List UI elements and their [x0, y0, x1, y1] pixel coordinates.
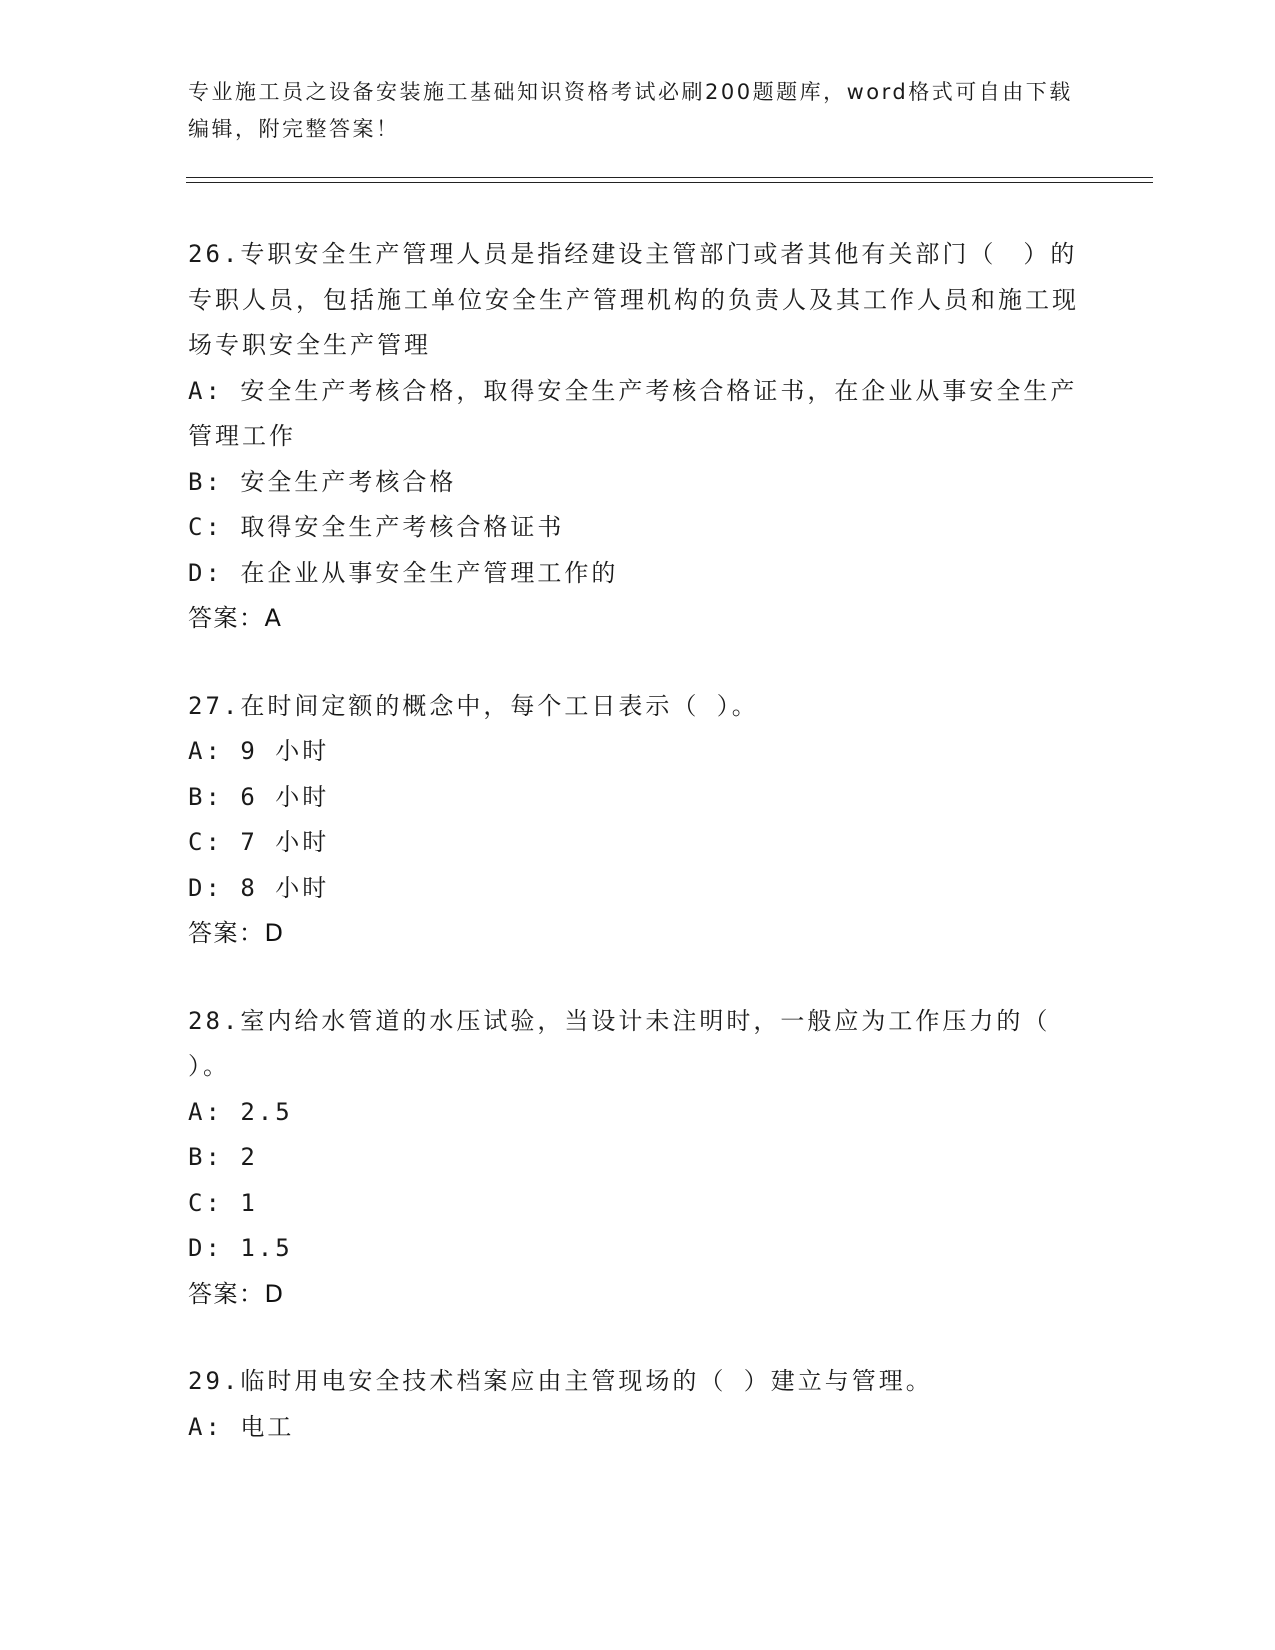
question-29	[188, 1359, 1088, 1450]
document-header-title: 专业施工员之设备安装施工基础知识资格考试必刷200题题库，word格式可自由下载编辑，附完整答案！	[188, 80, 1073, 141]
question-stem: 28.室内给水管道的水压试验，当设计未注明时，一般应为工作压力的（ ）。	[188, 1006, 1051, 1080]
answer-line	[188, 911, 1088, 957]
option-d: D: 1.5	[188, 1234, 293, 1262]
option-c: C: 取得安全生产考核合格证书	[188, 513, 565, 541]
option-b: B: 2	[188, 1143, 258, 1171]
option-d: D: 8 小时	[188, 873, 330, 902]
question-27	[188, 684, 1088, 957]
question-28	[188, 999, 1088, 1318]
answer-value: D	[264, 1279, 285, 1308]
answer-value: A	[264, 604, 283, 632]
answer-label: 答案：	[188, 604, 265, 632]
option-b: B: 6 小时	[188, 782, 330, 811]
option-b: B: 安全生产考核合格	[188, 467, 457, 496]
option-d: D: 在企业从事安全生产管理工作的	[188, 558, 619, 587]
question-stem: 29.临时用电安全技术档案应由主管现场的（ ）建立与管理。	[188, 1367, 933, 1395]
answer-value: D	[264, 919, 285, 947]
answer-label: 答案：	[188, 1279, 265, 1308]
question-26	[188, 232, 1088, 642]
option-a: A: 9 小时	[188, 737, 330, 765]
question-stem: 27.在时间定额的概念中，每个工日表示（ ）。	[188, 691, 759, 720]
option-a: A: 电工	[188, 1412, 295, 1441]
option-c: C: 1	[188, 1188, 258, 1217]
option-a: A: 安全生产考核合格，取得安全生产考核合格证书，在企业从事安全生产管理工作	[188, 376, 1078, 450]
header-divider-bottom	[186, 182, 1153, 183]
header-divider-top	[186, 177, 1153, 178]
question-stem: 26.专职安全生产管理人员是指经建设主管部门或者其他有关部门（ ）的专职人员，包括施工单位安全生产管理机构的负责人及其工作人员和施工现场专职安全生产管理	[188, 240, 1079, 359]
option-c: C: 7 小时	[188, 828, 330, 856]
answer-line	[188, 596, 1088, 642]
question-list	[188, 232, 1088, 1492]
answer-line	[188, 1272, 1088, 1318]
option-a: A: 2.5	[188, 1097, 293, 1126]
answer-label: 答案：	[188, 919, 265, 947]
